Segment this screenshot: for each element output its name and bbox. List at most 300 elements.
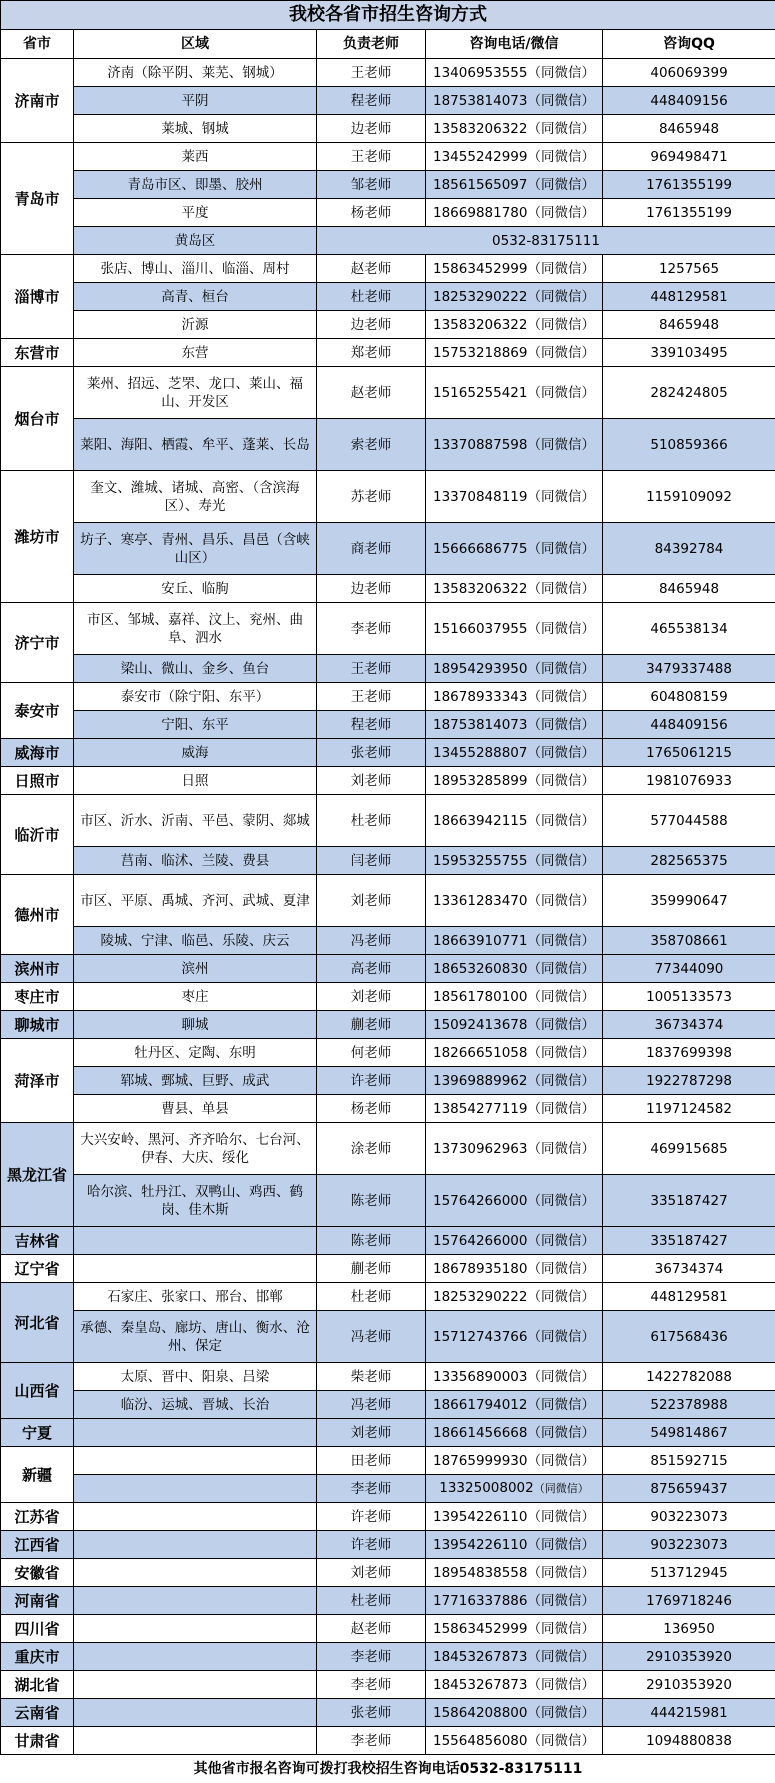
city-cell: 济南市: [1, 59, 74, 143]
area-cell: 威海: [74, 739, 317, 767]
area-cell: 莱州、招远、芝罘、龙口、莱山、福山、开发区: [74, 367, 317, 419]
table-row: [1, 311, 775, 339]
phone-cell: 15863452999（同微信）: [426, 255, 603, 283]
area-cell: [74, 1727, 317, 1755]
qq-cell: 1094880838: [603, 1727, 775, 1755]
qq-cell: 444215981: [603, 1699, 775, 1727]
phone-cell: 13730962963（同微信）: [426, 1123, 603, 1175]
teacher-cell: 田老师: [317, 1447, 426, 1475]
phone-cell: 13583206322（同微信）: [426, 575, 603, 603]
table-row: [1, 1447, 775, 1475]
phone-cell: 18678935180（同微信）: [426, 1255, 603, 1283]
table-row: [1, 59, 775, 87]
qq-cell: 8465948: [603, 115, 775, 143]
city-cell: 云南省: [1, 1699, 74, 1727]
phone-cell: 18253290222（同微信）: [426, 1283, 603, 1311]
qq-cell: 36734374: [603, 1255, 775, 1283]
phone-cell: 13356890003（同微信）: [426, 1363, 603, 1391]
qq-cell: 1257565: [603, 255, 775, 283]
area-cell: 东营: [74, 339, 317, 367]
area-cell: 郓城、鄄城、巨野、成武: [74, 1067, 317, 1095]
phone-cell: 18661794012（同微信）: [426, 1391, 603, 1419]
table-row: [1, 767, 775, 795]
phone-cell: 18765999930（同微信）: [426, 1447, 603, 1475]
city-cell: 吉林省: [1, 1227, 74, 1255]
qq-cell: 903223073: [603, 1503, 775, 1531]
table-row: [1, 1699, 775, 1727]
table-row: [1, 795, 775, 847]
qq-cell: 406069399: [603, 59, 775, 87]
phone-cell: 13406953555（同微信）: [426, 59, 603, 87]
table-row: [1, 1643, 775, 1671]
table-row: [1, 1363, 775, 1391]
phone-cell: 13370887598（同微信）: [426, 419, 603, 471]
table-row: [1, 1011, 775, 1039]
area-cell: [74, 1503, 317, 1531]
area-cell: 莱西: [74, 143, 317, 171]
phone-cell: 15764266000（同微信）: [426, 1175, 603, 1227]
qq-cell: 1761355199: [603, 171, 775, 199]
table-row: [1, 1559, 775, 1587]
table-row: [1, 1067, 775, 1095]
teacher-cell: 程老师: [317, 711, 426, 739]
phone-cell: 18661456668（同微信）: [426, 1419, 603, 1447]
phone-cell: 15165255421（同微信）: [426, 367, 603, 419]
table-row: [1, 1671, 775, 1699]
qq-cell: 84392784: [603, 523, 775, 575]
qq-cell: 1005133573: [603, 983, 775, 1011]
qq-cell: 1159109092: [603, 471, 775, 523]
city-cell: 潍坊市: [1, 471, 74, 603]
city-cell: 淄博市: [1, 255, 74, 339]
phone-cell: 18453267873（同微信）: [426, 1643, 603, 1671]
city-cell: 江西省: [1, 1531, 74, 1559]
city-cell: 湖北省: [1, 1671, 74, 1699]
table-row: [1, 1255, 775, 1283]
city-cell: 烟台市: [1, 367, 74, 471]
teacher-cell: 王老师: [317, 655, 426, 683]
teacher-cell: 李老师: [317, 1643, 426, 1671]
phone-cell: 18953285899（同微信）: [426, 767, 603, 795]
phone-cell: 13854277119（同微信）: [426, 1095, 603, 1123]
city-cell: 新疆: [1, 1447, 74, 1503]
area-cell: [74, 1643, 317, 1671]
phone-cell: 18954838558（同微信）: [426, 1559, 603, 1587]
phone-suffix: （同微信）: [534, 1482, 589, 1495]
table-row: [1, 1123, 775, 1175]
teacher-cell: 杜老师: [317, 283, 426, 311]
table-row: [1, 367, 775, 419]
teacher-cell: 柴老师: [317, 1363, 426, 1391]
table-row: [1, 1615, 775, 1643]
table-row: [1, 1039, 775, 1067]
phone-cell: 13361283470（同微信）: [426, 875, 603, 927]
city-cell: 聊城市: [1, 1011, 74, 1039]
phone-cell: 18253290222（同微信）: [426, 283, 603, 311]
city-cell: 甘肃省: [1, 1727, 74, 1755]
table-row: [1, 983, 775, 1011]
qq-cell: 8465948: [603, 575, 775, 603]
header-row: [1, 30, 775, 59]
phone-cell: 15863452999（同微信）: [426, 1615, 603, 1643]
table-row: [1, 1419, 775, 1447]
area-cell: 承德、秦皇岛、廊坊、唐山、衡水、沧州、保定: [74, 1311, 317, 1363]
header-phone: 咨询电话/微信: [426, 30, 603, 59]
teacher-cell: 李老师: [317, 603, 426, 655]
teacher-cell: 许老师: [317, 1503, 426, 1531]
table-row: [1, 603, 775, 655]
area-cell: 平阴: [74, 87, 317, 115]
area-cell: 石家庄、张家口、邢台、邯郸: [74, 1283, 317, 1311]
teacher-cell: 边老师: [317, 575, 426, 603]
teacher-cell: 刘老师: [317, 767, 426, 795]
phone-cell: 15864208800（同微信）: [426, 1699, 603, 1727]
city-cell: 宁夏: [1, 1419, 74, 1447]
teacher-cell: 刘老师: [317, 1419, 426, 1447]
phone-cell: 18954293950（同微信）: [426, 655, 603, 683]
area-cell: [74, 1419, 317, 1447]
area-cell: [74, 1227, 317, 1255]
area-cell: 市区、平原、禹城、齐河、武城、夏津: [74, 875, 317, 927]
table-row: [1, 1531, 775, 1559]
table-row: [1, 199, 775, 227]
area-cell: 沂源: [74, 311, 317, 339]
phone-cell: 17716337886（同微信）: [426, 1587, 603, 1615]
area-cell: 平度: [74, 199, 317, 227]
header-qq: 咨询QQ: [603, 30, 775, 59]
area-cell: 安丘、临朐: [74, 575, 317, 603]
qq-cell: 448409156: [603, 711, 775, 739]
table-row: [1, 471, 775, 523]
teacher-cell: 杨老师: [317, 1095, 426, 1123]
table-row: [1, 847, 775, 875]
city-cell: 临沂市: [1, 795, 74, 875]
qq-cell: 448409156: [603, 87, 775, 115]
city-cell: 济宁市: [1, 603, 74, 683]
city-cell: 东营市: [1, 339, 74, 367]
area-cell: 大兴安岭、黑河、齐齐哈尔、七台河、伊春、大庆、绥化: [74, 1123, 317, 1175]
area-cell: 济南（除平阴、莱芜、钢城）: [74, 59, 317, 87]
table-row: [1, 955, 775, 983]
table-row: [1, 1283, 775, 1311]
table-row: [1, 339, 775, 367]
teacher-cell: 刘老师: [317, 983, 426, 1011]
table-row: [1, 1475, 775, 1503]
table-row: [1, 1227, 775, 1255]
table-row: [1, 1391, 775, 1419]
area-cell: 聊城: [74, 1011, 317, 1039]
area-cell: 青岛市区、即墨、胶州: [74, 171, 317, 199]
teacher-cell: 杜老师: [317, 1283, 426, 1311]
city-cell: 菏泽市: [1, 1039, 74, 1123]
table-row: [1, 927, 775, 955]
phone-cell: 13370848119（同微信）: [426, 471, 603, 523]
table-row: [1, 283, 775, 311]
qq-cell: 448129581: [603, 283, 775, 311]
area-cell: 太原、晋中、阳泉、吕梁: [74, 1363, 317, 1391]
teacher-cell: 陈老师: [317, 1175, 426, 1227]
teacher-cell: 张老师: [317, 739, 426, 767]
phone-cell: 15953255755（同微信）: [426, 847, 603, 875]
area-cell: 奎文、潍城、诸城、高密、（含滨海区）、寿光: [74, 471, 317, 523]
qq-cell: 448129581: [603, 1283, 775, 1311]
city-cell: 安徽省: [1, 1559, 74, 1587]
city-cell: 德州市: [1, 875, 74, 955]
qq-cell: 465538134: [603, 603, 775, 655]
teacher-cell: 冯老师: [317, 1391, 426, 1419]
table-row: [1, 1095, 775, 1123]
table-row: [1, 1175, 775, 1227]
teacher-cell: 王老师: [317, 143, 426, 171]
qq-cell: 875659437: [603, 1475, 775, 1503]
qq-cell: 522378988: [603, 1391, 775, 1419]
phone-cell: 18453267873（同微信）: [426, 1671, 603, 1699]
qq-cell: 969498471: [603, 143, 775, 171]
area-cell: [74, 1671, 317, 1699]
city-cell: 重庆市: [1, 1643, 74, 1671]
teacher-cell: 郑老师: [317, 339, 426, 367]
city-cell: 日照市: [1, 767, 74, 795]
teacher-cell: 王老师: [317, 683, 426, 711]
city-cell: 泰安市: [1, 683, 74, 739]
qq-cell: 282565375: [603, 847, 775, 875]
phone-cell: 18561780100（同微信）: [426, 983, 603, 1011]
phone-cell: 13954226110（同微信）: [426, 1503, 603, 1531]
area-cell: 莱阳、海阳、栖霞、牟平、蓬莱、长岛: [74, 419, 317, 471]
phone-cell: 13969889962（同微信）: [426, 1067, 603, 1095]
phone-cell: 18266651058（同微信）: [426, 1039, 603, 1067]
qq-cell: 549814867: [603, 1419, 775, 1447]
teacher-cell: 杨老师: [317, 199, 426, 227]
area-cell: 枣庄: [74, 983, 317, 1011]
area-cell: [74, 1255, 317, 1283]
teacher-cell: 赵老师: [317, 1615, 426, 1643]
area-cell: 宁阳、东平: [74, 711, 317, 739]
teacher-cell: 赵老师: [317, 367, 426, 419]
city-cell: 河南省: [1, 1587, 74, 1615]
area-cell: [74, 1559, 317, 1587]
qq-cell: 339103495: [603, 339, 775, 367]
page-title: 我校各省市招生咨询方式: [1, 1, 775, 30]
teacher-cell: 高老师: [317, 955, 426, 983]
table-body: [1, 1, 775, 1755]
table-row: [1, 1311, 775, 1363]
table-row: [1, 419, 775, 471]
qq-cell: 617568436: [603, 1311, 775, 1363]
qq-cell: 335187427: [603, 1175, 775, 1227]
phone-cell: 13455242999（同微信）: [426, 143, 603, 171]
area-cell: 市区、邹城、嘉祥、汶上、兖州、曲阜、泗水: [74, 603, 317, 655]
table-row: [1, 875, 775, 927]
qq-cell: 513712945: [603, 1559, 775, 1587]
qq-cell: 2910353920: [603, 1671, 775, 1699]
city-cell: 江苏省: [1, 1503, 74, 1531]
table-row: [1, 143, 775, 171]
city-cell: 黑龙江省: [1, 1123, 74, 1227]
area-cell: 陵城、宁津、临邑、乐陵、庆云: [74, 927, 317, 955]
teacher-cell: 程老师: [317, 87, 426, 115]
phone-number: 13325008002: [439, 1480, 533, 1496]
phone-cell: 18663910771（同微信）: [426, 927, 603, 955]
teacher-cell: 许老师: [317, 1531, 426, 1559]
table-row: [1, 655, 775, 683]
teacher-cell: 王老师: [317, 59, 426, 87]
teacher-cell: 商老师: [317, 523, 426, 575]
phone-cell: 15764266000（同微信）: [426, 1227, 603, 1255]
qq-cell: 36734374: [603, 1011, 775, 1039]
city-cell: 四川省: [1, 1615, 74, 1643]
teacher-cell: 冯老师: [317, 927, 426, 955]
phone-cell: 15753218869（同微信）: [426, 339, 603, 367]
teacher-cell: 张老师: [317, 1699, 426, 1727]
city-cell: 青岛市: [1, 143, 74, 255]
teacher-cell: 刘老师: [317, 1559, 426, 1587]
teacher-cell: 李老师: [317, 1727, 426, 1755]
qq-cell: 1422782088: [603, 1363, 775, 1391]
teacher-cell: 冯老师: [317, 1311, 426, 1363]
area-cell: 莱城、钢城: [74, 115, 317, 143]
table-row: [1, 115, 775, 143]
area-cell: 临汾、运城、晋城、长治: [74, 1391, 317, 1419]
qq-cell: 8465948: [603, 311, 775, 339]
phone-cell: 18753814073（同微信）: [426, 87, 603, 115]
phone-cell: 13583206322（同微信）: [426, 115, 603, 143]
qq-cell: 851592715: [603, 1447, 775, 1475]
area-cell: 莒南、临沭、兰陵、费县: [74, 847, 317, 875]
teacher-cell: 涂老师: [317, 1123, 426, 1175]
area-cell: 黄岛区: [74, 227, 317, 255]
table-row: [1, 1587, 775, 1615]
qq-cell: 77344090: [603, 955, 775, 983]
table-row: [1, 683, 775, 711]
phone-cell: 15712743766（同微信）: [426, 1311, 603, 1363]
phone-cell: 15666686775（同微信）: [426, 523, 603, 575]
teacher-cell: 蒯老师: [317, 1255, 426, 1283]
city-cell: 滨州市: [1, 955, 74, 983]
teacher-cell: 杜老师: [317, 795, 426, 847]
title-row: [1, 1, 775, 30]
area-cell: [74, 1475, 317, 1503]
teacher-cell: 边老师: [317, 115, 426, 143]
qq-cell: 1922787298: [603, 1067, 775, 1095]
phone-cell: 13954226110（同微信）: [426, 1531, 603, 1559]
qq-cell: 335187427: [603, 1227, 775, 1255]
area-cell: 日照: [74, 767, 317, 795]
table-row: [1, 1503, 775, 1531]
teacher-cell: 索老师: [317, 419, 426, 471]
qq-cell: 1837699398: [603, 1039, 775, 1067]
area-cell: 高青、桓台: [74, 283, 317, 311]
table-row: [1, 171, 775, 199]
header-city: 省市: [1, 30, 74, 59]
area-cell: 滨州: [74, 955, 317, 983]
qq-cell: 1761355199: [603, 199, 775, 227]
table-row: [1, 711, 775, 739]
teacher-cell: 刘老师: [317, 875, 426, 927]
teacher-cell: 邹老师: [317, 171, 426, 199]
qq-cell: 282424805: [603, 367, 775, 419]
phone-cell: 18663942115（同微信）: [426, 795, 603, 847]
area-cell: [74, 1531, 317, 1559]
phone-cell: 13583206322（同微信）: [426, 311, 603, 339]
teacher-cell: 苏老师: [317, 471, 426, 523]
teacher-cell: 李老师: [317, 1671, 426, 1699]
table-row: [1, 575, 775, 603]
table-row: [1, 739, 775, 767]
qq-cell: 903223073: [603, 1531, 775, 1559]
teacher-cell: 闫老师: [317, 847, 426, 875]
area-cell: 梁山、微山、金乡、鱼台: [74, 655, 317, 683]
qq-cell: 358708661: [603, 927, 775, 955]
teacher-cell: 赵老师: [317, 255, 426, 283]
area-cell: 市区、沂水、沂南、平邑、蒙阴、郯城: [74, 795, 317, 847]
area-cell: [74, 1587, 317, 1615]
phone-cell: 13455288807（同微信）: [426, 739, 603, 767]
qq-cell: 469915685: [603, 1123, 775, 1175]
merged-phone-cell: 0532-83175111: [317, 227, 775, 255]
qq-cell: 136950: [603, 1615, 775, 1643]
city-cell: 枣庄市: [1, 983, 74, 1011]
city-cell: 山西省: [1, 1363, 74, 1419]
teacher-cell: 何老师: [317, 1039, 426, 1067]
teacher-cell: 陈老师: [317, 1227, 426, 1255]
phone-cell: 15564856080（同微信）: [426, 1727, 603, 1755]
qq-cell: 510859366: [603, 419, 775, 471]
phone-cell: 18753814073（同微信）: [426, 711, 603, 739]
qq-cell: 2910353920: [603, 1643, 775, 1671]
qq-cell: 1765061215: [603, 739, 775, 767]
phone-cell: 15092413678（同微信）: [426, 1011, 603, 1039]
table-row: [1, 1727, 775, 1755]
area-cell: [74, 1447, 317, 1475]
teacher-cell: 李老师: [317, 1475, 426, 1503]
table-row: [1, 227, 775, 255]
area-cell: 哈尔滨、牡丹江、双鸭山、鸡西、鹤岗、佳木斯: [74, 1175, 317, 1227]
phone-cell: 18678933343（同微信）: [426, 683, 603, 711]
phone-cell: 15166037955（同微信）: [426, 603, 603, 655]
teacher-cell: 许老师: [317, 1067, 426, 1095]
header-area: 区域: [74, 30, 317, 59]
qq-cell: 577044588: [603, 795, 775, 847]
city-cell: 河北省: [1, 1283, 74, 1363]
phone-cell: 18653260830（同微信）: [426, 955, 603, 983]
phone-cell: 18561565097（同微信）: [426, 171, 603, 199]
area-cell: 坊子、寒亭、青州、昌乐、昌邑（含峡山区）: [74, 523, 317, 575]
qq-cell: 1981076933: [603, 767, 775, 795]
teacher-cell: 边老师: [317, 311, 426, 339]
footer-row: [1, 1755, 775, 1783]
qq-cell: 359990647: [603, 875, 775, 927]
area-cell: 牡丹区、定陶、东明: [74, 1039, 317, 1067]
area-cell: 张店、博山、淄川、临淄、周村: [74, 255, 317, 283]
city-cell: 辽宁省: [1, 1255, 74, 1283]
teacher-cell: 杜老师: [317, 1587, 426, 1615]
area-cell: [74, 1699, 317, 1727]
phone-cell: [426, 1475, 603, 1503]
area-cell: [74, 1615, 317, 1643]
table-row: [1, 523, 775, 575]
qq-cell: 1197124582: [603, 1095, 775, 1123]
qq-cell: 3479337488: [603, 655, 775, 683]
teacher-cell: 蒯老师: [317, 1011, 426, 1039]
qq-cell: 1769718246: [603, 1587, 775, 1615]
qq-cell: 604808159: [603, 683, 775, 711]
table-row: [1, 87, 775, 115]
city-cell: 威海市: [1, 739, 74, 767]
table-row: [1, 255, 775, 283]
phone-cell: 18669881780（同微信）: [426, 199, 603, 227]
area-cell: 泰安市（除宁阳、东平）: [74, 683, 317, 711]
